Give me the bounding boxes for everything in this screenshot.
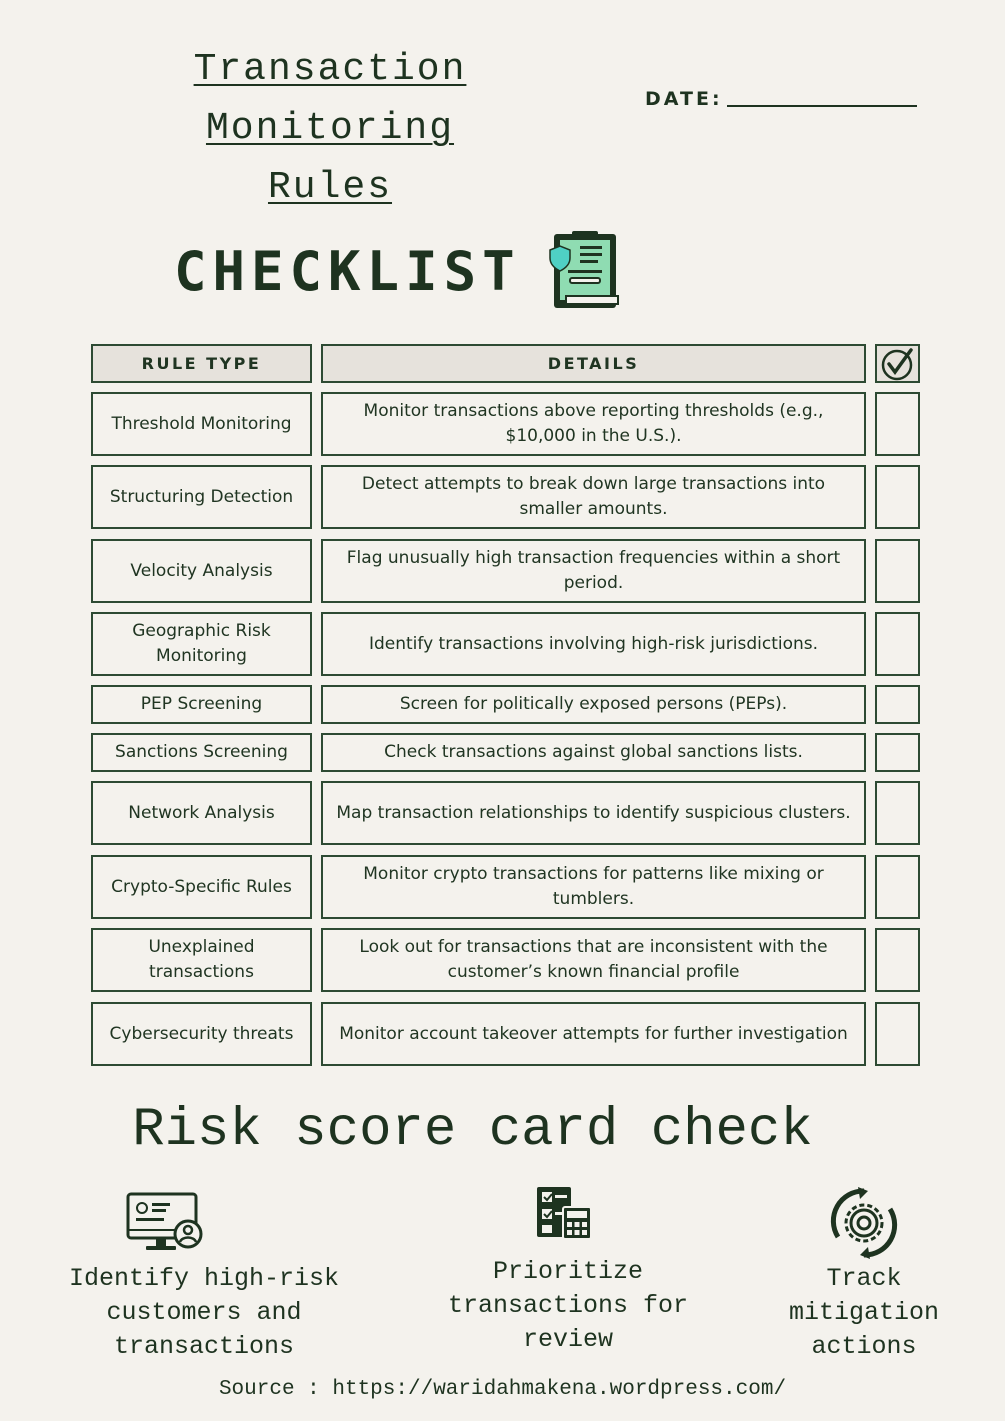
details-cell: Flag unusually high transaction frequencies within a short period. [321,539,866,603]
checklist-heading: CHECKLIST [174,240,521,303]
feature-label-identify: Identify high-risk customers and transactions [68,1264,340,1361]
checkbox-cell[interactable] [875,392,920,456]
header-rule-type: RULE TYPE [91,344,312,383]
rule-type-cell: Network Analysis [91,781,312,845]
checkbox-cell[interactable] [875,1002,920,1066]
header-check [875,344,920,383]
gear-cycle-icon [830,1187,898,1259]
date-label: DATE: [645,88,723,110]
details-cell: Detect attempts to break down large transactions into smaller amounts. [321,465,866,529]
rule-type-cell: Velocity Analysis [91,539,312,603]
feature-label-track: Track mitigation actions [788,1264,940,1361]
title-line-2: Monitoring [205,107,455,150]
rule-type-cell: Sanctions Screening [91,733,312,772]
details-cell: Check transactions against global sanctions lists. [321,733,866,772]
source-link[interactable]: Source : https://waridahmakena.wordpress.com/ [218,1378,787,1401]
document-calculator-icon [535,1185,593,1241]
rule-type-cell: Cybersecurity threats [91,1002,312,1066]
feature-label-prioritize: Prioritize transactions for review [447,1257,689,1354]
rule-type-cell: Geographic Risk Monitoring [91,612,312,676]
checkbox-cell[interactable] [875,781,920,845]
title-line-1: Transaction [193,48,467,91]
date-blank-line[interactable] [727,105,917,107]
rule-type-cell: PEP Screening [91,685,312,724]
risk-section-title: Risk score card check [132,1100,813,1161]
checkbox-cell[interactable] [875,928,920,992]
rule-type-cell: Structuring Detection [91,465,312,529]
details-cell: Monitor transactions above reporting thresholds (e.g., $10,000 in the U.S.). [321,392,866,456]
date-field[interactable] [645,88,917,110]
rule-type-cell: Unexplained transactions [91,928,312,992]
details-cell: Map transaction relationships to identify suspicious clusters. [321,781,866,845]
rule-type-cell: Crypto-Specific Rules [91,855,312,919]
header-details: DETAILS [321,344,866,383]
clipboard-shield-icon [546,230,624,312]
check-circle-icon [878,346,918,382]
checkbox-cell[interactable] [875,465,920,529]
details-cell: Screen for politically exposed persons (PEPs). [321,685,866,724]
checkbox-cell[interactable] [875,855,920,919]
monitor-user-icon [126,1192,204,1254]
details-cell: Identify transactions involving high-risk jurisdictions. [321,612,866,676]
title-block [160,40,500,217]
details-cell: Monitor account takeover attempts for further investigation [321,1002,866,1066]
checkbox-cell[interactable] [875,733,920,772]
title-line-3: Rules [267,166,393,209]
checkbox-cell[interactable] [875,612,920,676]
checkbox-cell[interactable] [875,685,920,724]
details-cell: Look out for transactions that are inconsistent with the customer’s known financial profile [321,928,866,992]
checkbox-cell[interactable] [875,539,920,603]
details-cell: Monitor crypto transactions for patterns like mixing or tumblers. [321,855,866,919]
rule-type-cell: Threshold Monitoring [91,392,312,456]
